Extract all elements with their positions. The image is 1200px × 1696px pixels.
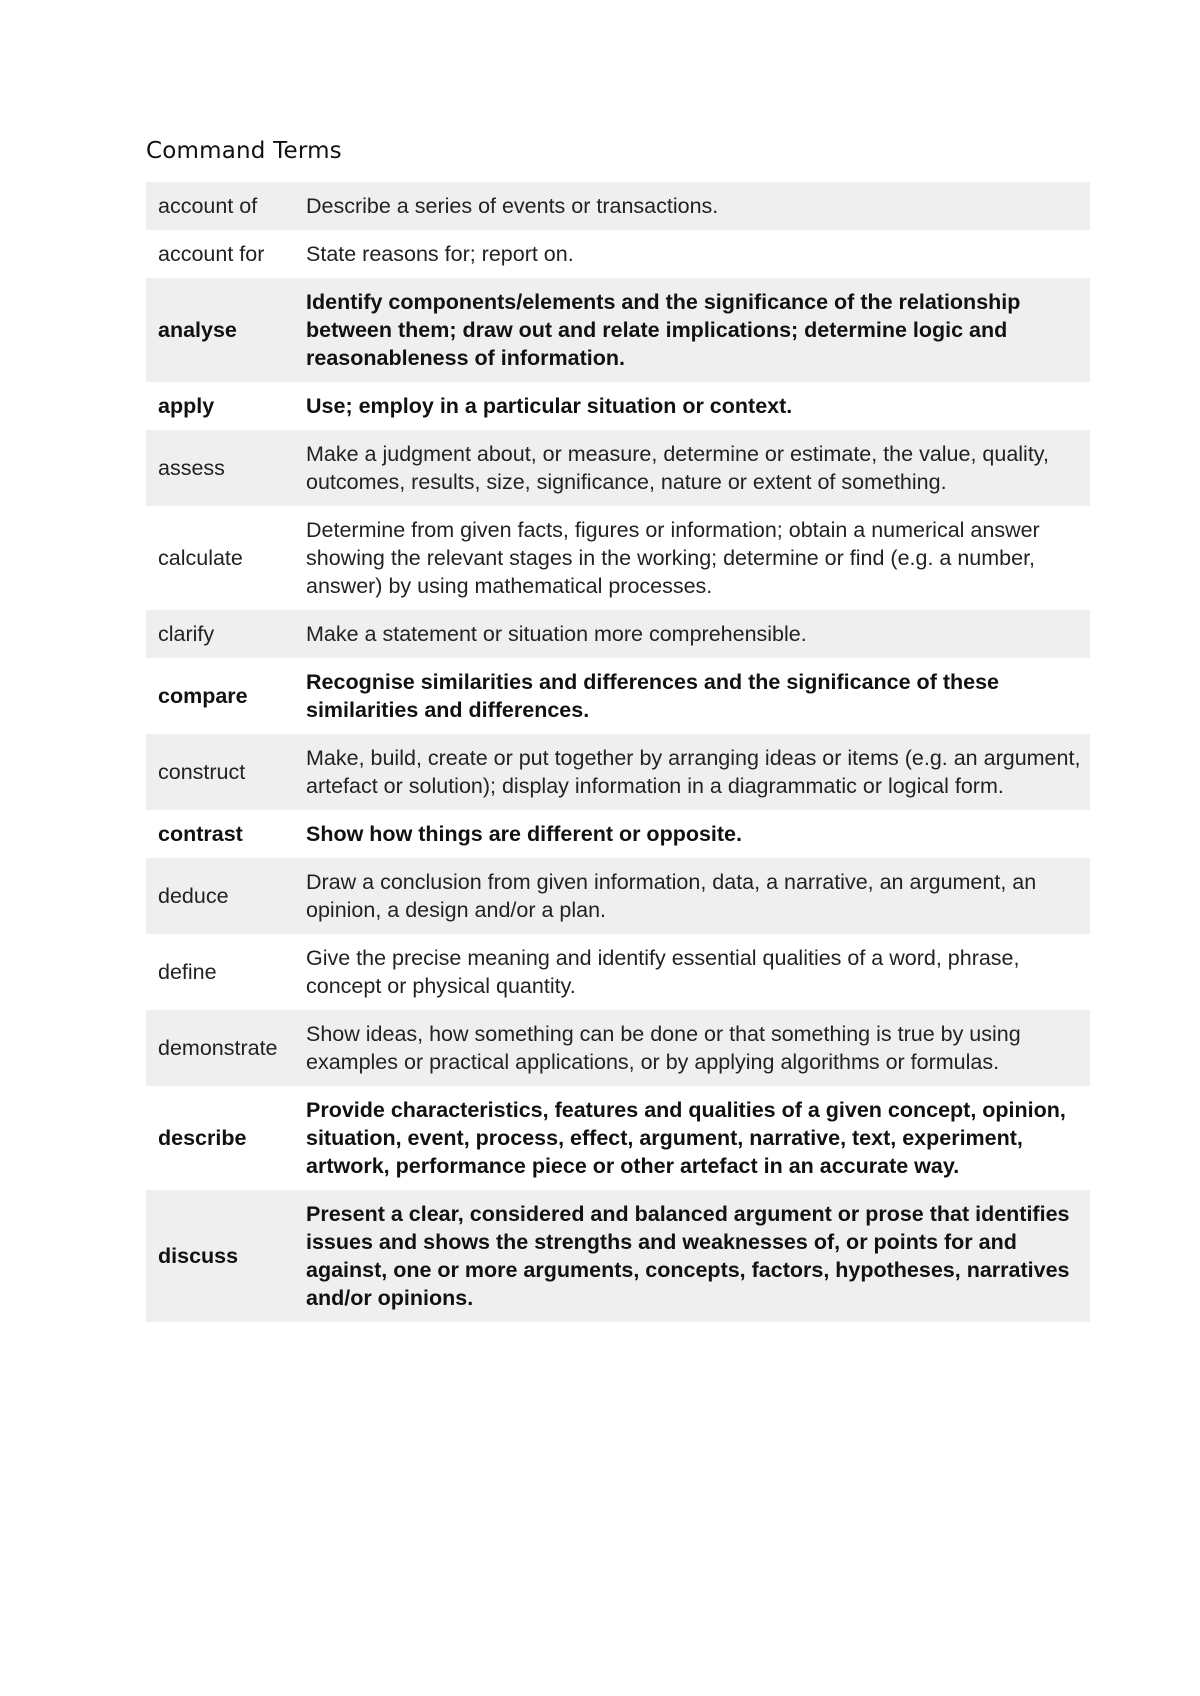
table-row [146, 1086, 1090, 1190]
table-row [146, 182, 1090, 230]
term-cell: apply [158, 393, 215, 418]
definition-cell: Show ideas, how something can be done or that something is true by using examples or practical applications, or by applying algorithms or formulas. [306, 1010, 1090, 1086]
table-row [146, 610, 1090, 658]
definition-cell: State reasons for; report on. [306, 241, 574, 266]
definition-cell: Show how things are different or opposite. [306, 821, 742, 846]
definition-cell: Make a judgment about, or measure, determine or estimate, the value, quality, outcomes, results, size, significance, nature or extent of something. [306, 430, 1090, 506]
term-cell: calculate [158, 545, 243, 570]
term-cell: assess [146, 430, 306, 506]
table-row [146, 658, 1090, 734]
definition-cell: Identify components/elements and the significance of the relationship between them; draw out and relate implications; determine logic and reasonableness of information. [306, 278, 1090, 382]
table-row [146, 506, 1090, 610]
term-cell: define [158, 959, 217, 984]
term-cell: analyse [146, 278, 306, 382]
term-cell: discuss [146, 1190, 306, 1322]
document-page [146, 138, 1090, 1322]
table-row [146, 278, 1090, 382]
definition-cell: Describe a series of events or transactions. [306, 182, 1090, 230]
term-cell: account of [146, 182, 306, 230]
definition-cell: Draw a conclusion from given information, data, a narrative, an argument, an opinion, a design and/or a plan. [306, 858, 1090, 934]
table-row [146, 1010, 1090, 1086]
table-row [146, 858, 1090, 934]
definition-cell: Present a clear, considered and balanced argument or prose that identifies issues and shows the strengths and weaknesses of, or points for and against, one or more arguments, concepts, factors, hypotheses, narratives and/or opinions. [306, 1190, 1090, 1322]
term-cell: deduce [146, 858, 306, 934]
term-cell: contrast [158, 821, 243, 846]
definition-cell: Use; employ in a particular situation or context. [306, 393, 793, 418]
definition-cell: Make, build, create or put together by arranging ideas or items (e.g. an argument, artefact or solution); display information in a diagrammatic or logical form. [306, 734, 1090, 810]
term-cell: compare [158, 683, 248, 708]
term-cell: clarify [146, 610, 306, 658]
definition-cell: Make a statement or situation more comprehensible. [306, 610, 1090, 658]
definition-cell: Recognise similarities and differences and the significance of these similarities and differences. [306, 669, 999, 722]
definition-cell: Provide characteristics, features and qualities of a given concept, opinion, situation, event, process, effect, argument, narrative, text, experiment, artwork, performance piece or other artefact in an accurate way. [306, 1097, 1066, 1178]
term-cell: account for [158, 241, 265, 266]
table-row [146, 934, 1090, 1010]
command-terms-table [146, 182, 1090, 1322]
command-terms-table-body [146, 182, 1090, 1322]
table-row [146, 734, 1090, 810]
table-row [146, 230, 1090, 278]
definition-cell: Give the precise meaning and identify essential qualities of a word, phrase, concept or physical quantity. [306, 945, 1020, 998]
page-title: Command Terms [146, 138, 342, 164]
term-cell: demonstrate [146, 1010, 306, 1086]
table-row [146, 430, 1090, 506]
term-cell: describe [158, 1125, 247, 1150]
table-row [146, 1190, 1090, 1322]
definition-cell: Determine from given facts, figures or information; obtain a numerical answer showing the relevant stages in the working; determine or find (e.g. a number, answer) by using mathematical processes. [306, 517, 1040, 598]
term-cell: construct [146, 734, 306, 810]
table-row [146, 382, 1090, 430]
table-row [146, 810, 1090, 858]
